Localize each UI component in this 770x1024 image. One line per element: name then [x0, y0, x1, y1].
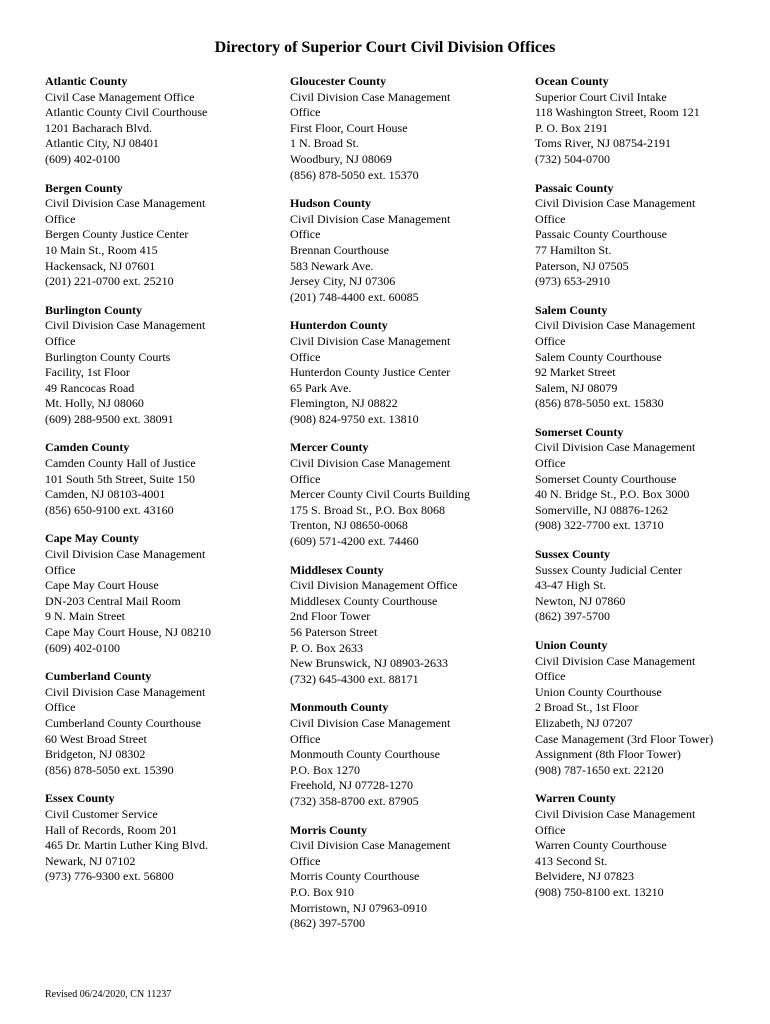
office-address-line: (856) 878-5050 ext. 15830	[535, 396, 664, 411]
office-address-line: Newton, NJ 07860	[535, 593, 626, 608]
office-address-line: Civil Division Case Management	[290, 838, 451, 853]
office-address-line: Warren County Courthouse	[535, 838, 667, 853]
office-address-line: Office	[290, 105, 321, 120]
office-address-line: Middlesex County Courthouse	[290, 593, 438, 608]
office-address-line: 2nd Floor Tower	[290, 609, 371, 624]
county-name: Middlesex County	[290, 562, 384, 577]
office-address-line: (908) 787-1650 ext. 22120	[535, 762, 664, 777]
office-address-line: Burlington County Courts	[45, 349, 171, 364]
county-office-entry	[45, 669, 285, 778]
office-address-line: P. O. Box 2191	[535, 120, 609, 135]
county-office-entry	[45, 303, 285, 428]
office-address-line: 9 N. Main Street	[45, 609, 125, 624]
county-name: Burlington County	[45, 302, 143, 317]
office-address-line: 49 Rancocas Road	[45, 380, 135, 395]
office-address-line: 92 Market Street	[535, 365, 616, 380]
office-address-line: 583 Newark Ave.	[290, 258, 374, 273]
office-address-line: (862) 397-5700	[290, 916, 365, 931]
office-address-line: 1 N. Broad St.	[290, 136, 359, 151]
office-address-line: Hunterdon County Justice Center	[290, 365, 451, 380]
office-address-line: Office	[535, 822, 566, 837]
office-address-line: Sussex County Judicial Center	[535, 562, 682, 577]
office-address-line: Office	[535, 333, 566, 348]
office-address-line: Bridgeton, NJ 08302	[45, 747, 146, 762]
office-address-line: Hackensack, NJ 07601	[45, 258, 156, 273]
office-address-line: New Brunswick, NJ 08903-2633	[290, 656, 448, 671]
office-address-line: Civil Division Case Management	[45, 684, 206, 699]
office-address-line: Office	[45, 562, 76, 577]
county-office-entry	[535, 303, 770, 412]
county-name: Morris County	[290, 822, 367, 837]
office-address-line: Civil Customer Service	[45, 806, 158, 821]
office-address-line: 413 Second St.	[535, 853, 608, 868]
office-address-line: Newark, NJ 07102	[45, 853, 136, 868]
office-address-line: Flemington, NJ 08822	[290, 396, 398, 411]
county-name: Ocean County	[535, 74, 609, 88]
county-name: Camden County	[45, 440, 130, 455]
office-address-line: (908) 322-7700 ext. 13710	[535, 518, 664, 533]
office-address-line: 1201 Bacharach Blvd.	[45, 120, 152, 135]
office-address-line: Woodbury, NJ 08069	[290, 151, 392, 166]
office-address-line: Office	[45, 211, 76, 226]
office-address-line: Belvidere, NJ 07823	[535, 869, 634, 884]
office-address-line: (732) 358-8700 ext. 87905	[290, 793, 419, 808]
office-address-line: Office	[290, 853, 321, 868]
county-name: Atlantic County	[45, 74, 128, 88]
office-address-line: Jersey City, NJ 07306	[290, 274, 396, 289]
office-address-line: (908) 824-9750 ext. 13810	[290, 411, 419, 426]
office-address-line: Morristown, NJ 07963-0910	[290, 900, 427, 915]
office-address-line: Mercer County Civil Courts Building	[290, 487, 470, 502]
office-address-line: Atlantic City, NJ 08401	[45, 136, 159, 151]
county-name: Cumberland County	[45, 669, 152, 684]
office-address-line: Office	[45, 700, 76, 715]
county-office-entry	[535, 425, 770, 534]
office-address-line: Superior Court Civil Intake	[535, 89, 667, 104]
office-address-line: (908) 750-8100 ext. 13210	[535, 884, 664, 899]
office-address-line: 101 South 5th Street, Suite 150	[45, 471, 195, 486]
office-address-line: (856) 878-5050 ext. 15390	[45, 762, 174, 777]
county-office-entry	[535, 74, 770, 168]
county-office-entry	[290, 823, 530, 932]
office-address-line: 175 S. Broad St., P.O. Box 8068	[290, 502, 446, 517]
office-address-line: Office	[290, 349, 321, 364]
office-address-line: Salem, NJ 08079	[535, 380, 618, 395]
county-name: Hunterdon County	[290, 318, 388, 333]
county-office-entry	[45, 74, 285, 168]
office-address-line: Passaic County Courthouse	[535, 227, 667, 242]
office-address-line: First Floor, Court House	[290, 120, 408, 135]
county-name: Warren County	[535, 791, 616, 806]
page-title: Directory of Superior Court Civil Division Offices	[214, 39, 556, 56]
office-address-line: (201) 748-4400 ext. 60085	[290, 289, 419, 304]
office-address-line: 60 West Broad Street	[45, 731, 147, 746]
office-address-line: Office	[290, 227, 321, 242]
revision-footer: Revised 06/24/2020, CN 11237	[45, 989, 172, 1000]
county-office-entry	[45, 181, 285, 290]
office-address-line: 10 Main St., Room 415	[45, 242, 158, 257]
county-name: Salem County	[535, 302, 608, 317]
office-address-line: Civil Division Management Office	[290, 578, 458, 593]
office-address-line: Facility, 1st Floor	[45, 365, 130, 380]
office-address-line: Cape May Court House, NJ 08210	[45, 625, 211, 639]
county-office-entry	[535, 638, 770, 778]
office-address-line: Toms River, NJ 08754-2191	[535, 136, 672, 151]
office-address-line: (609) 288-9500 ext. 38091	[45, 411, 174, 426]
county-office-entry	[290, 196, 530, 305]
county-office-entry	[290, 700, 530, 809]
office-address-line: Somerville, NJ 08876-1262	[535, 502, 668, 517]
office-address-line: Civil Division Case Management	[290, 89, 451, 104]
county-office-entry	[535, 791, 770, 900]
office-address-line: Civil Division Case Management	[535, 653, 696, 668]
office-address-line: (609) 571-4200 ext. 74460	[290, 534, 419, 549]
office-address-line: Office	[535, 211, 566, 226]
office-address-line: Bergen County Justice Center	[45, 227, 189, 242]
county-office-entry	[290, 318, 530, 427]
office-address-line: Union County Courthouse	[535, 684, 662, 699]
office-address-line: (609) 402-0100	[45, 151, 120, 166]
office-address-line: DN-203 Central Mail Room	[45, 593, 181, 608]
county-name: Mercer County	[290, 440, 369, 455]
county-office-entry	[290, 563, 530, 688]
office-address-line: Civil Division Case Management	[45, 196, 206, 211]
county-name: Union County	[535, 638, 608, 652]
office-address-line: 118 Washington Street, Room 121	[535, 105, 700, 120]
office-address-line: P.O. Box 1270	[290, 762, 361, 777]
office-address-line: Mt. Holly, NJ 08060	[45, 396, 144, 411]
office-address-line: Office	[535, 669, 566, 684]
office-address-line: 2 Broad St., 1st Floor	[535, 700, 639, 715]
office-address-line: Civil Division Case Management	[290, 333, 451, 348]
county-name: Cape May County	[45, 531, 140, 546]
county-office-entry	[290, 74, 530, 183]
county-name: Somerset County	[535, 424, 624, 439]
office-address-line: (862) 397-5700	[535, 609, 610, 624]
office-address-line: 56 Paterson Street	[290, 625, 378, 639]
office-address-line: Hall of Records, Room 201	[45, 822, 178, 837]
office-address-line: (856) 878-5050 ext. 15370	[290, 167, 419, 182]
office-address-line: Monmouth County Courthouse	[290, 747, 441, 762]
office-address-line: (973) 776-9300 ext. 56800	[45, 869, 174, 884]
office-address-line: Civil Division Case Management	[45, 318, 206, 333]
office-address-line: Case Management (3rd Floor Tower)	[535, 731, 714, 746]
office-address-line: Office	[45, 333, 76, 348]
office-address-line: Civil Division Case Management	[45, 547, 206, 562]
office-address-line: Cumberland County Courthouse	[45, 715, 201, 730]
office-address-line: Assignment (8th Floor Tower)	[535, 747, 681, 762]
office-address-line: Somerset County Courthouse	[535, 471, 677, 486]
office-address-line: 77 Hamilton St.	[535, 242, 612, 257]
office-address-line: Civil Division Case Management	[290, 456, 451, 471]
office-address-line: Elizabeth, NJ 07207	[535, 715, 633, 730]
office-address-line: Office	[290, 471, 321, 486]
office-address-line: Civil Division Case Management	[535, 318, 696, 333]
office-address-line: (732) 504-0700	[535, 151, 610, 166]
office-address-line: Freehold, NJ 07728-1270	[290, 778, 413, 793]
office-address-line: Brennan Courthouse	[290, 242, 389, 257]
office-address-line: Civil Division Case Management	[535, 196, 696, 211]
county-name: Gloucester County	[290, 74, 387, 88]
office-address-line: P. O. Box 2633	[290, 640, 364, 655]
directory-column-1	[45, 74, 285, 898]
office-address-line: 465 Dr. Martin Luther King Blvd.	[45, 838, 208, 853]
county-name: Hudson County	[290, 196, 372, 211]
office-address-line: P.O. Box 910	[290, 884, 355, 899]
office-address-line: (856) 650-9100 ext. 43160	[45, 502, 174, 517]
office-address-line: Morris County Courthouse	[290, 869, 420, 884]
county-office-entry	[290, 440, 530, 549]
office-address-line: Camden, NJ 08103-4001	[45, 487, 166, 502]
office-address-line: (732) 645-4300 ext. 88171	[290, 671, 419, 686]
county-name: Essex County	[45, 791, 115, 806]
office-address-line: Camden County Hall of Justice	[45, 456, 196, 471]
office-address-line: Paterson, NJ 07505	[535, 258, 629, 273]
county-name: Sussex County	[535, 547, 611, 562]
office-address-line: (609) 402-0100	[45, 640, 120, 655]
directory-column-3	[535, 74, 770, 914]
county-name: Passaic County	[535, 180, 614, 195]
county-office-entry	[45, 791, 285, 885]
office-address-line: 43-47 High St.	[535, 578, 607, 593]
county-office-entry	[45, 531, 285, 656]
office-address-line: Civil Case Management Office	[45, 89, 195, 104]
office-address-line: Office	[290, 731, 321, 746]
directory-column-2	[290, 74, 530, 945]
office-address-line: Civil Division Case Management	[535, 440, 696, 455]
office-address-line: Civil Division Case Management	[290, 211, 451, 226]
office-address-line: Trenton, NJ 08650-0068	[290, 518, 408, 533]
office-address-line: 40 N. Bridge St., P.O. Box 3000	[535, 487, 690, 502]
office-address-line: 65 Park Ave.	[290, 380, 352, 395]
office-address-line: Civil Division Case Management	[290, 715, 451, 730]
office-address-line: Atlantic County Civil Courthouse	[45, 105, 208, 120]
office-address-line: Cape May Court House	[45, 578, 159, 593]
county-office-entry	[45, 440, 285, 518]
county-office-entry	[535, 181, 770, 290]
office-address-line: Office	[535, 456, 566, 471]
county-name: Bergen County	[45, 180, 123, 195]
office-address-line: (201) 221-0700 ext. 25210	[45, 274, 174, 289]
county-name: Monmouth County	[290, 700, 389, 715]
office-address-line: Civil Division Case Management	[535, 806, 696, 821]
office-address-line: Salem County Courthouse	[535, 349, 662, 364]
office-address-line: (973) 653-2910	[535, 274, 610, 289]
county-office-entry	[535, 547, 770, 625]
